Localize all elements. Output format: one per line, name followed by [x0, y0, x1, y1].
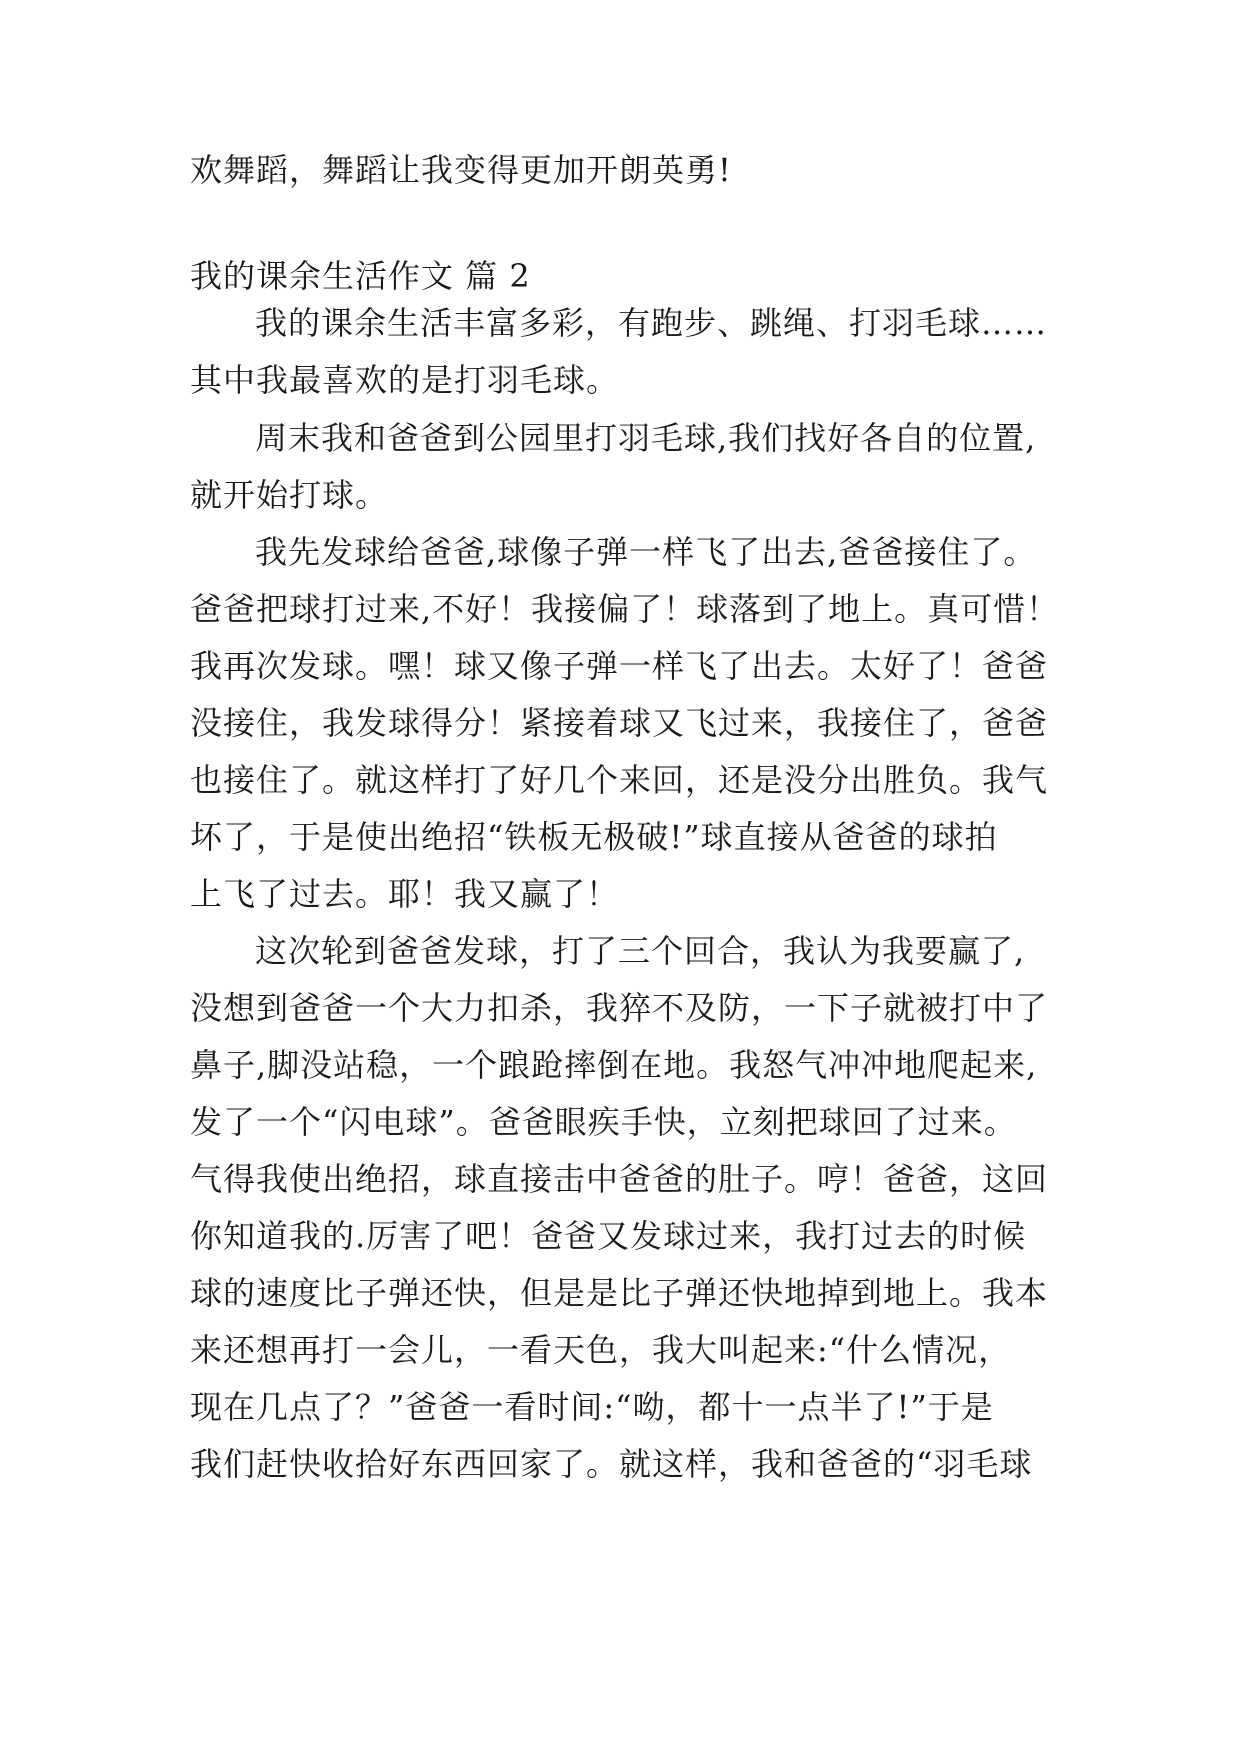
paragraph-line: 球的速度比子弹还快，但是是比子弹还快地掉到地上。我本 — [190, 1274, 1049, 1312]
paragraph-line: 没想到爸爸一个大力扣杀，我猝不及防，一下子就被打中了 — [190, 989, 1049, 1027]
paragraph-line: 也接住了。就这样打了好几个来回，还是没分出胜负。我气 — [190, 761, 1049, 799]
paragraph-line: 其中我最喜欢的是打羽毛球。 — [190, 361, 620, 399]
paragraph-line: 现在几点了？”爸爸一看时间:“呦，都十一点半了!”于是 — [190, 1388, 994, 1426]
paragraph-line: 发了一个“闪电球”。爸爸眼疾手快，立刻把球回了过来。 — [190, 1103, 1017, 1141]
paragraph-line: 没接住，我发球得分！紧接着球又飞过来，我接住了，爸爸 — [190, 704, 1049, 742]
paragraph-line: 你知道我的.厉害了吧！爸爸又发球过来，我打过去的时候 — [190, 1217, 1027, 1255]
paragraph-line: 爸爸把球打过来,不好！我接偏了！球落到了地上。真可惜！ — [190, 590, 1060, 628]
paragraph-line: 气得我使出绝招，球直接击中爸爸的肚子。哼！爸爸，这回 — [190, 1160, 1049, 1198]
paragraph-line: 坏了，于是使出绝招“铁板无极破!”球直接从爸爸的球拍 — [190, 818, 998, 856]
paragraph-line: 我们赶快收拾好东西回家了。就这样，我和爸爸的“羽毛球 — [190, 1445, 1033, 1483]
paragraph-line: 我的课余生活丰富多彩，有跑步、跳绳、打羽毛球…… — [255, 304, 1048, 342]
paragraph-line: 鼻子,脚没站稳，一个踉跄摔倒在地。我怒气冲冲地爬起来, — [190, 1046, 1038, 1084]
paragraph-line: 周末我和爸爸到公园里打羽毛球,我们找好各自的位置, — [255, 419, 1037, 457]
paragraph-line: 我先发球给爸爸,球像子弹一样飞了出去,爸爸接住了。 — [255, 533, 1037, 571]
paragraph-line: 上飞了过去。耶！我又赢了！ — [190, 875, 620, 913]
paragraph-line: 就开始打球。 — [190, 476, 389, 514]
continuation-line: 欢舞蹈，舞蹈让我变得更加开朗英勇! — [190, 151, 732, 189]
paragraph-line: 我再次发球。嘿！球又像子弹一样飞了出去。太好了！爸爸 — [190, 647, 1049, 685]
paragraph-line: 这次轮到爸爸发球，打了三个回合，我认为我要赢了, — [255, 932, 1026, 970]
section-heading: 我的课余生活作文 篇 2 — [190, 257, 531, 295]
paragraph-line: 来还想再打一会儿，一看天色，我大叫起来:“什么情况， — [190, 1331, 1012, 1369]
